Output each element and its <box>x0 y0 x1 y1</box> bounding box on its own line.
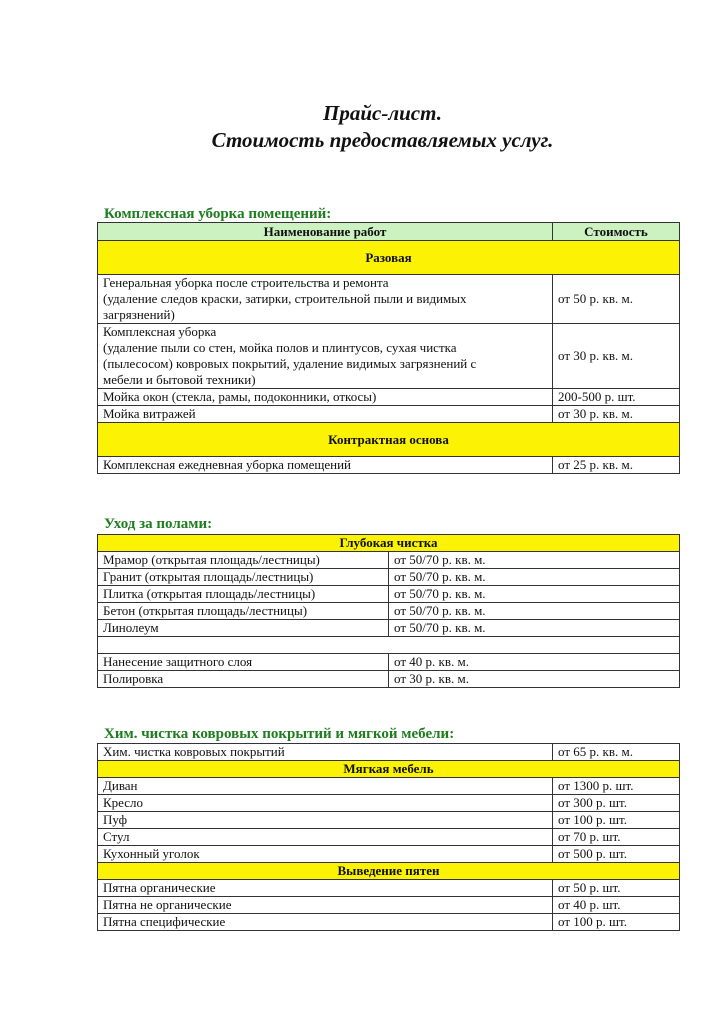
group-row-one-time <box>98 241 680 275</box>
service-name-line: мебели и бытовой техники) <box>103 372 256 387</box>
cleaning-price-table <box>97 222 680 474</box>
service-price: от 100 р. шт. <box>553 914 680 931</box>
service-name: Плитка (открытая площадь/лестницы) <box>98 586 389 603</box>
page-subtitle: Стоимость предоставляемых услуг. <box>211 128 554 152</box>
service-price: от 30 р. кв. м. <box>389 671 680 688</box>
dry-cleaning-price-table <box>97 743 680 931</box>
service-price: от 50/70 р. кв. м. <box>389 620 680 637</box>
service-name: Кухонный уголок <box>98 846 553 863</box>
service-price: от 40 р. кв. м. <box>389 654 680 671</box>
service-name: Комплексная ежедневная уборка помещений <box>98 457 553 474</box>
group-row-deep-cleaning <box>98 535 680 552</box>
service-price: от 30 р. кв. м. <box>553 406 680 423</box>
group-row-contract <box>98 423 680 457</box>
table-row <box>98 897 680 914</box>
service-name: Пятна специфические <box>98 914 553 931</box>
empty-row <box>98 637 680 654</box>
group-label: Контрактная основа <box>98 423 680 457</box>
service-price: от 50/70 р. кв. м. <box>389 569 680 586</box>
column-header-name: Наименование работ <box>98 223 553 241</box>
empty-cell <box>98 637 680 654</box>
table-row <box>98 829 680 846</box>
service-price: от 50/70 р. кв. м. <box>389 586 680 603</box>
table-row <box>98 406 680 423</box>
section-heading-cleaning: Комплексная уборка помещений: <box>104 206 332 222</box>
service-price: от 50 р. кв. м. <box>553 275 680 324</box>
table-row <box>98 914 680 931</box>
service-name <box>98 324 553 389</box>
table-row <box>98 795 680 812</box>
page-title: Прайс-лист. <box>323 101 442 125</box>
table-row <box>98 457 680 474</box>
service-price: от 100 р. шт. <box>553 812 680 829</box>
table-row <box>98 324 680 389</box>
service-name: Гранит (открытая площадь/лестницы) <box>98 569 389 586</box>
group-label: Мягкая мебель <box>98 761 680 778</box>
service-name: Мрамор (открытая площадь/лестницы) <box>98 552 389 569</box>
table-header-row <box>98 223 680 241</box>
service-price: от 50/70 р. кв. м. <box>389 552 680 569</box>
table-row <box>98 620 680 637</box>
table-row <box>98 846 680 863</box>
table-row <box>98 778 680 795</box>
service-name: Бетон (открытая площадь/лестницы) <box>98 603 389 620</box>
service-price: от 30 р. кв. м. <box>553 324 680 389</box>
floor-care-price-table <box>97 534 680 688</box>
group-row-upholstered-furniture <box>98 761 680 778</box>
table-row <box>98 880 680 897</box>
service-name: Стул <box>98 829 553 846</box>
service-price: от 500 р. шт. <box>553 846 680 863</box>
table-row <box>98 586 680 603</box>
service-price: от 25 р. кв. м. <box>553 457 680 474</box>
service-name-line: (удаление пыли со стен, мойка полов и плинтусов, сухая чистка <box>103 340 457 355</box>
section-heading-floors: Уход за полами: <box>104 516 213 532</box>
service-name-line: загрязнений) <box>103 307 175 322</box>
table-row <box>98 654 680 671</box>
service-name: Кресло <box>98 795 553 812</box>
service-name-line: (пылесосом) ковровых покрытий, удаление видимых загрязнений с <box>103 356 477 371</box>
service-name-line: (удаление следов краски, затирки, строительной пыли и видимых <box>103 291 467 306</box>
service-name: Мойка окон (стекла, рамы, подоконники, откосы) <box>98 389 553 406</box>
table-row <box>98 275 680 324</box>
table-row <box>98 389 680 406</box>
service-name: Пуф <box>98 812 553 829</box>
service-price: от 65 р. кв. м. <box>553 744 680 761</box>
table-row <box>98 603 680 620</box>
service-name: Нанесение защитного слоя <box>98 654 389 671</box>
table-row <box>98 671 680 688</box>
group-label: Выведение пятен <box>98 863 680 880</box>
service-price: от 40 р. шт. <box>553 897 680 914</box>
service-price: от 50 р. шт. <box>553 880 680 897</box>
service-name-line: Генеральная уборка после строительства и ремонта <box>103 275 389 290</box>
group-row-stain-removal <box>98 863 680 880</box>
service-name: Пятна органические <box>98 880 553 897</box>
service-name: Полировка <box>98 671 389 688</box>
table-row <box>98 812 680 829</box>
service-price: от 50/70 р. кв. м. <box>389 603 680 620</box>
service-name: Пятна не органические <box>98 897 553 914</box>
service-name <box>98 275 553 324</box>
service-name: Линолеум <box>98 620 389 637</box>
table-row <box>98 552 680 569</box>
service-price: от 300 р. шт. <box>553 795 680 812</box>
service-name: Мойка витражей <box>98 406 553 423</box>
service-name-line: Комплексная уборка <box>103 324 217 339</box>
table-row <box>98 569 680 586</box>
service-name: Хим. чистка ковровых покрытий <box>98 744 553 761</box>
group-label: Разовая <box>98 241 680 275</box>
column-header-price: Стоимость <box>553 223 680 241</box>
group-label: Глубокая чистка <box>98 535 680 552</box>
service-name: Диван <box>98 778 553 795</box>
service-price: от 1300 р. шт. <box>553 778 680 795</box>
table-row <box>98 744 680 761</box>
service-price: 200-500 р. шт. <box>553 389 680 406</box>
service-price: от 70 р. шт. <box>553 829 680 846</box>
section-heading-dry-cleaning: Хим. чистка ковровых покрытий и мягкой мебели: <box>104 726 455 742</box>
